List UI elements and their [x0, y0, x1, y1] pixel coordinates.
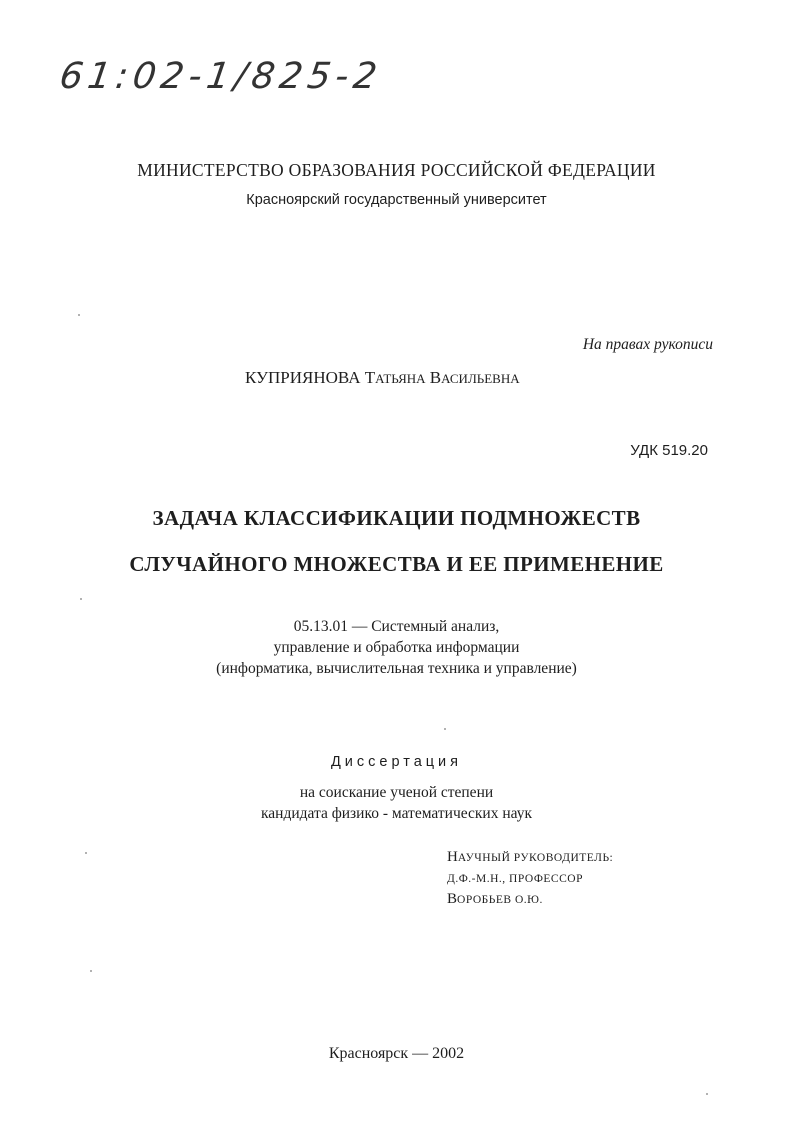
handwritten-archive-code: 61:02-1/825-2 — [57, 56, 385, 97]
university-name: Красноярский государственный университет — [246, 192, 547, 208]
specialty-line-1: 05.13.01 — Системный анализ, — [293, 618, 500, 635]
scan-speck — [78, 314, 80, 316]
ministry-heading: МИНИСТЕРСТВО ОБРАЗОВАНИЯ РОССИЙСКОЙ ФЕДЕРАЦИИ — [137, 160, 656, 180]
supervisor-label: НАУЧНЫЙ РУКОВОДИТЕЛЬ: — [447, 849, 614, 865]
scan-speck — [80, 598, 82, 600]
author-name — [245, 368, 520, 388]
author-patronymic: ВАСИЛЬЕВНА — [429, 368, 520, 387]
scan-speck — [444, 728, 446, 730]
specialty-line-3: (информатика, вычислительная техника и управление) — [216, 660, 577, 677]
udc-code: УДК 519.20 — [630, 442, 708, 459]
degree-block — [0, 782, 793, 824]
city-year: Красноярск — 2002 — [328, 1045, 465, 1062]
dissertation-label: Диссертация — [330, 754, 463, 770]
supervisor-block — [447, 847, 613, 910]
degree-line-2: кандидата физико - математических наук — [260, 805, 533, 822]
scan-speck — [90, 970, 92, 972]
author-first-name: ТАТЬЯНА — [364, 368, 426, 387]
scan-speck — [706, 1093, 708, 1095]
scan-speck — [85, 852, 87, 854]
degree-line-1: на соискание ученой степени — [299, 784, 494, 801]
supervisor-name: ВОРОБЬЕВ О.Ю. — [447, 891, 543, 907]
author-surname: КУПРИЯНОВА — [245, 368, 361, 387]
rights-note: На правах рукописи — [582, 336, 713, 353]
specialty-block — [0, 616, 793, 679]
thesis-title-line-2: СЛУЧАЙНОГО МНОЖЕСТВА И ЕЕ ПРИМЕНЕНИЕ — [129, 552, 664, 576]
supervisor-degree: Д.Ф.-М.Н., ПРОФЕССОР — [447, 873, 583, 885]
specialty-line-2: управление и обработка информации — [273, 639, 520, 656]
thesis-title-line-1: ЗАДАЧА КЛАССИФИКАЦИИ ПОДМНОЖЕСТВ — [152, 506, 641, 530]
